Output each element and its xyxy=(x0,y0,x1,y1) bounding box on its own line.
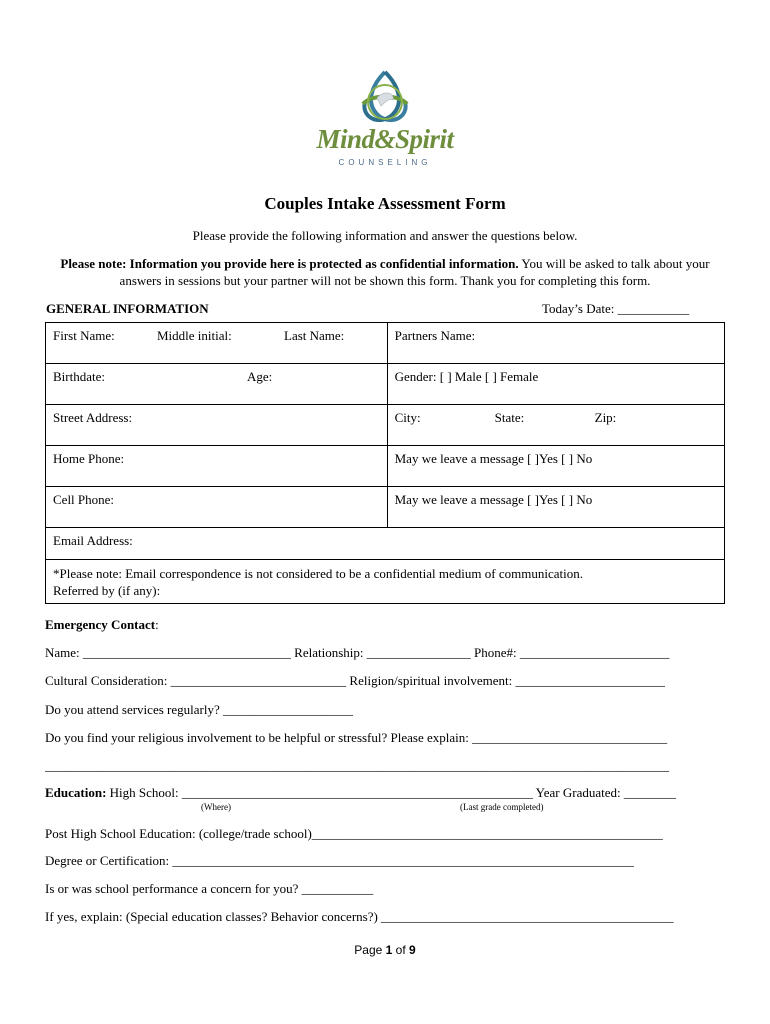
referred-by-label: Referred by (if any): xyxy=(53,583,161,598)
state-label: State: xyxy=(494,410,525,425)
email-address-field[interactable] xyxy=(46,528,725,560)
age-label: Age: xyxy=(247,369,273,384)
attend-services-line[interactable]: Do you attend services regularly? ____________________ xyxy=(45,702,353,717)
emergency-contact-heading xyxy=(45,617,159,633)
emergency-contact-line[interactable]: Name: ________________________________ Relationship: ________________ Phone#: _______________________ xyxy=(45,645,670,660)
emergency-heading-bold: Emergency Contact xyxy=(45,617,156,632)
referral-field[interactable] xyxy=(46,560,725,604)
where-caption: (Where) xyxy=(201,802,231,812)
cell-phone-field[interactable] xyxy=(46,487,388,528)
degree-certification-line[interactable]: Degree or Certification: _______________________________________________________________________ xyxy=(45,853,634,868)
street-address-field[interactable] xyxy=(46,405,388,446)
high-school-line: High School: ______________________________________________________ Year Graduated: ________ xyxy=(106,785,676,800)
form-subtitle: Please provide the following information and answer the questions below. xyxy=(192,228,578,243)
page-number: 1 xyxy=(385,943,393,957)
page-footer xyxy=(0,943,770,957)
triquetra-logo-icon xyxy=(305,68,465,130)
gender-label: Gender: [ ] Male [ ] Female xyxy=(394,369,539,384)
street-address-label: Street Address: xyxy=(53,410,133,425)
of-word: of xyxy=(395,943,406,957)
cell-message-field[interactable] xyxy=(387,487,724,528)
page-total: 9 xyxy=(409,943,416,957)
name-cell[interactable] xyxy=(46,323,388,364)
partners-name-field[interactable] xyxy=(387,323,724,364)
confidentiality-notice xyxy=(45,255,725,289)
cultural-consideration-line[interactable]: Cultural Consideration: ___________________________ Religion/spiritual involvement: _______________________ xyxy=(45,673,665,688)
emergency-heading-colon: : xyxy=(155,617,159,632)
home-message-label: May we leave a message [ ]Yes [ ] No xyxy=(394,451,593,466)
cell-phone-label: Cell Phone: xyxy=(53,492,115,507)
notice-bold: Please note: Information you provide here is protected as confidential information. xyxy=(60,256,519,271)
education-line[interactable] xyxy=(45,785,676,801)
form-title: Couples Intake Assessment Form xyxy=(264,194,506,213)
city-state-zip-cell[interactable] xyxy=(387,405,724,446)
if-yes-explain-line[interactable]: If yes, explain: (Special education classes? Behavior concerns?) _____________________________________________ xyxy=(45,909,674,924)
home-message-field[interactable] xyxy=(387,446,724,487)
city-label: City: xyxy=(394,410,421,425)
email-note: *Please note: Email correspondence is not considered to be a confidential medium of communication. xyxy=(53,566,583,581)
school-performance-line[interactable]: Is or was school performance a concern for you? ___________ xyxy=(45,881,374,896)
post-high-school-line[interactable]: Post High School Education: (college/trade school)______________________________________________________ xyxy=(45,826,663,841)
brand-subtitle: COUNSELING xyxy=(338,158,432,167)
cell-message-label: May we leave a message [ ]Yes [ ] No xyxy=(394,492,593,507)
middle-initial-label: Middle initial: xyxy=(157,328,232,343)
logo xyxy=(305,68,465,172)
birthdate-label: Birthdate: xyxy=(53,369,105,384)
last-name-label: Last Name: xyxy=(284,328,345,343)
explain-blank-line[interactable]: ________________________________________________________________________________________________ xyxy=(45,758,669,773)
partners-name-label: Partners Name: xyxy=(394,328,476,343)
first-name-label: First Name: xyxy=(53,328,115,343)
birthdate-age-cell[interactable] xyxy=(46,364,388,405)
notice-text: You will be asked to talk about your answers in sessions but your partner will not be shown this form. Thank you for completing this form. xyxy=(119,256,710,288)
page-word: Page xyxy=(354,943,383,957)
education-label: Education: xyxy=(45,785,107,800)
brand-name: Mind&Spirit xyxy=(316,124,454,154)
todays-date-field[interactable]: Today’s Date: ___________ xyxy=(542,301,690,316)
religious-involvement-line[interactable]: Do you find your religious involvement to be helpful or stressful? Please explain: ______________________________ xyxy=(45,730,668,745)
last-grade-caption: (Last grade completed) xyxy=(460,802,544,812)
zip-label: Zip: xyxy=(594,410,617,425)
home-phone-field[interactable] xyxy=(46,446,388,487)
email-address-label: Email Address: xyxy=(53,533,133,548)
home-phone-label: Home Phone: xyxy=(53,451,125,466)
general-info-heading: GENERAL INFORMATION xyxy=(46,301,209,316)
general-info-table xyxy=(45,322,725,604)
gender-field[interactable] xyxy=(387,364,724,405)
